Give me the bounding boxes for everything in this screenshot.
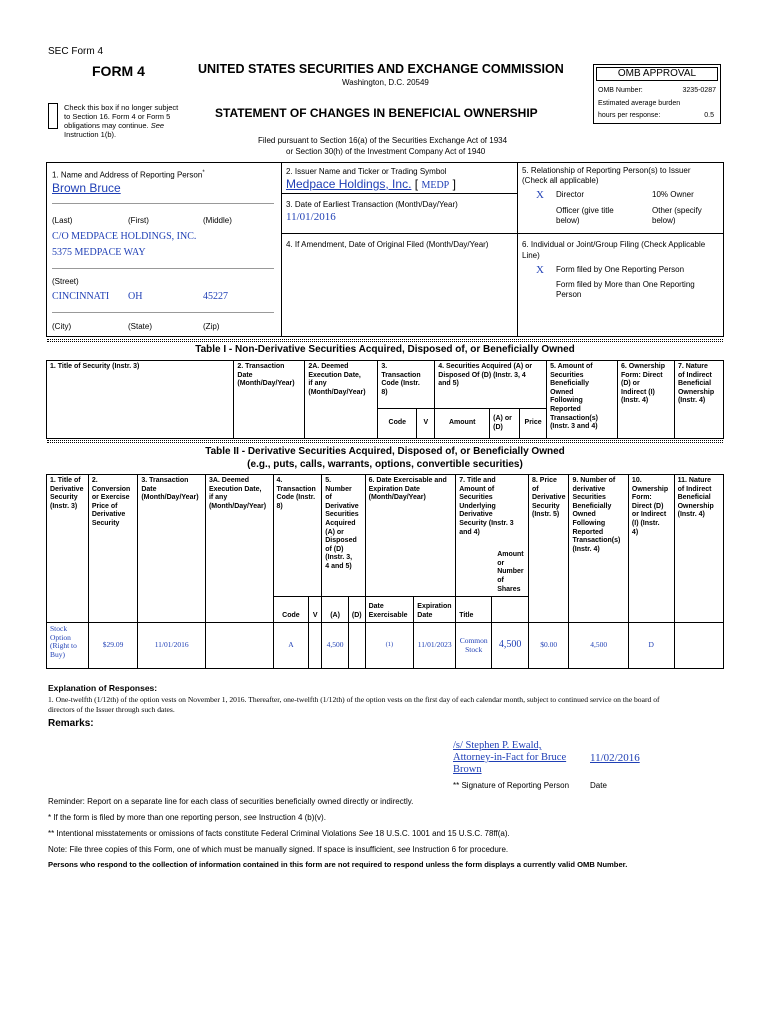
t2-h-conversion: 2. Conversion or Exercise Price of Derivative Security [88,475,138,623]
table2-title-2: (e.g., puts, calls, warrants, options, convertible securities) [247,459,523,470]
explanation-title: Explanation of Responses: [48,683,158,693]
state-value: OH [128,291,143,302]
earliest-transaction-date: 11/01/2016 [286,211,336,223]
explanation-line-1: 1. One-twelfth (1/12th) of the option vests on November 1, 2016. Thereafter, one-twelfth (1/12th) of the option vests on the first day of each calendar month, subject to continued service on the board of [48,695,660,704]
date-label: Date [590,781,607,790]
table1-nonderivative: 1. Title of Security (Instr. 3) 2. Transaction Date (Month/Day/Year) 2A. Deemed Execution Date, if any (Month/Day/Year) 3. Transaction Code (Instr. 8) 4. Securities Acquired (A) or Disposed Of (D) (Instr. 3, 4 and 5) 5. Amount of Securities Beneficially Owned Following Reported Transaction(s) (Instr. 3 and 4) 6. Ownership Form: Direct (D) or Indirect (I) (Instr. 4) 7. Nature of Indirect Beneficial Ownership (Instr. 4) Code V Amount (A) or (D) Price [46,360,724,439]
box2-label: 2. Issuer Name and Ticker or Trading Symbol [286,167,447,176]
filed-pursuant-2: or Section 30(h) of the Investment Company Act of 1940 [286,147,486,156]
t1-h-date: 2. Transaction Date (Month/Day/Year) [234,361,305,439]
footnote-1: * If the form is filed by more than one reporting person, see Instruction 4 (b)(v). [48,813,326,822]
statement-title: STATEMENT OF CHANGES IN BENEFICIAL OWNERSHIP [215,106,538,120]
t1-h-title: 1. Title of Security (Instr. 3) [47,361,234,439]
omb-approval-box: OMB APPROVAL OMB Number: 3235-0287 Estimated average burden hours per response: 0.5 [593,64,721,124]
t2-h-price: 8. Price of Derivative Security (Instr. 5) [529,475,569,623]
t2-h-owned: 9. Number of derivative Securities Beneficially Owned Following Reported Transaction(s) (Instr. 4) [569,475,628,623]
t2-h-title: 1. Title of Derivative Security (Instr. 3) [47,475,89,623]
explanation-line-2: directors of the Issuer through such dates. [48,705,175,714]
address-line-2: 5375 MEDPACE WAY [52,247,146,258]
ticker-value: MEDP [421,180,450,191]
table1-title: Table I - Non-Derivative Securities Acquired, Disposed of, or Beneficially Owned [195,344,575,355]
signature-link[interactable]: /s/ Stephen P. Ewald, Attorney-in-Fact for Bruce Brown [453,740,567,775]
checkbox-instructions: Check this box if no longer subject to Section 16. Form 4 or Form 5 obligations may continue. See Instruction 1(b). [64,103,179,139]
box4-label: 4. If Amendment, Date of Original Filed (Month/Day/Year) [286,240,489,249]
t2-h-underlying: 7. Title and Amount of Securities Underlying Derivative Security (Instr. 3 and 4) Amount or Number of Shares [456,475,529,597]
remarks-title: Remarks: [48,718,94,729]
box1-label: 1. Name and Address of Reporting Person* [52,170,205,180]
t2-h-number: 5. Number of Derivative Securities Acquired (A) or Disposed of (D) (Instr. 3, 4 and 5) [322,475,365,597]
commission-title: UNITED STATES SECURITIES AND EXCHANGE COMMISSION [198,62,564,76]
sec-form-label: SEC Form 4 [48,46,104,57]
box5-label-1: 5. Relationship of Reporting Person(s) to Issuer [522,166,691,175]
t2-h-nature: 11. Nature of Indirect Beneficial Ownership (Instr. 4) [674,475,723,623]
filed-pursuant-1: Filed pursuant to Section 16(a) of the Securities Exchange Act of 1934 [258,136,508,145]
washington-label: Washington, D.C. 20549 [342,78,429,87]
box5-label-2: (Check all applicable) [522,176,599,185]
reminder-note: Reminder: Report on a separate line for each class of securities beneficially owned directly or indirectly. [48,797,414,806]
box6-label-1: 6. Individual or Joint/Group Filing (Check Applicable [522,240,706,249]
zip-value: 45227 [203,291,228,302]
t2-h-deemed: 3A. Deemed Execution Date, if any (Month/Day/Year) [205,475,273,623]
t1-h-nature: 7. Nature of Indirect Beneficial Ownership (Instr. 4) [674,361,723,439]
table2-title-1: Table II - Derivative Securities Acquired, Disposed of, or Beneficially Owned [205,446,565,457]
no-longer-subject-checkbox[interactable] [48,103,58,129]
t1-h-deemed: 2A. Deemed Execution Date, if any (Month/Day/Year) [305,361,378,439]
table-row: Stock Option (Right to Buy) $29.09 11/01/2016 A 4,500 (1) 11/01/2023 Common Stock 4,500 $0.00 4,500 D [47,623,724,669]
t1-h-ownership: 6. Ownership Form: Direct (D) or Indirect (I) (Instr. 4) [618,361,675,439]
t2-h-exercisable: 6. Date Exercisable and Expiration Date (Month/Day/Year) [365,475,456,597]
issuer-field: Medpace Holdings, Inc. [ MEDP ] [286,177,456,191]
footnote-2: ** Intentional misstatements or omissions of facts constitute Federal Criminal Violations See 18 U.S.C. 1001 and 15 U.S.C. 78ff(a). [48,829,510,838]
reporting-person-link[interactable]: Brown Bruce [52,181,121,195]
form-title: FORM 4 [92,63,145,79]
omb-approval-title: OMB APPROVAL [596,67,718,81]
signature-label: ** Signature of Reporting Person [453,781,570,790]
signature-date[interactable]: 11/02/2016 [590,752,640,764]
sec-form-4-page: SEC Form 4 FORM 4 UNITED STATES SECURITIES AND EXCHANGE COMMISSION Washington, D.C. 20549 Check this box if no longer subject to Section 16. Form 4 or Form 5 obligations may continue. See Instruction 1(b). STATEMENT OF CHANGES IN BENEFICIAL OWNERSHIP Filed pursuant to Section 16(a) of the Securities Exchange Act of 1934 or Section 30(h) of the Investment Company Act of 1940 OMB APPROVAL OMB Number: 3235-0287 Estimated average burden hours per response: 0.5 1. Name and Address of Reporting Person* Brown Bruce (Last) (First) (Middle) C/O MEDPACE HOLDINGS, INC. 5375 MEDPACE WAY (Street) CINCINNATI OH 45227 (City) (State) (Zip) 2. Issuer Name and Ticker or Trading Symbol Medpace Holdings, Inc. [ MEDP ] 3. Date of Earliest Transaction (Month/Day/Year) 11/01/2016 4. If Amendment, Date of Original Filed (Month/Day/Year) 5. Relationship of Reporting Person(s) to Issuer (Check all applicable) X Director 10% Owner Officer (give title below) Other (specify below) 6. Individual or Joint/Group Filing (Check Applicable Line) X Form filed by One Reporting Person Form filed by More than One Reporting Person Table I - Non-Derivative Securities Acquired, Disposed of, or Beneficially Owned 1. Title of Security (Instr. 3) 2. Transaction Date (Month/Day/Year) 2A. Deemed Execution Date, if any (Month/Day/Year) 3. Transaction Code (Instr. 8) 4. Securities Acquired (A) or Disposed Of (D) (Instr. 3, 4 and 5) 5. Amount of Securities Beneficially Owned Following Reported Transaction(s) (Instr. 3 and 4) 6. Ownership Form: Direct (D) or Indirect (I) (Instr. 4) 7. Nature of Indirect Beneficial Ownership (Instr. 4) Code V Amount (A) or (D) Price Table II - Derivative Securities Acquired, Disposed of, or Beneficially Owned (e.g., puts, calls, warrants, options, convertible securities) 1. Title of Derivative Security (Instr. 3) 2. Conversion or Exercise Price of Derivative Security 3. Transaction Date (Month/Day/Year) 3A. Deemed Execution Date, if any (Month/Day/Year) 4. Transaction Code (Instr. 8) 5. Number of Derivative Securities Acquired (A) or Disposed of (D) (Instr. 3, 4 and 5) 6. Date Exercisable and Expiration Date (Month/Day/Year) 7. Title and Amount of Securities Underlying Derivative Security (Instr. 3 and 4) Amount or Number of Shares 8. Price of Derivative Security (Instr. 5) 9. Number of derivative Securities Beneficially Owned Following Reported Transaction(s) (Instr. 4) 10. Ownership Form: Direct (D) or Indirect (I) (Instr. 4) 11. Nature of Indirect Beneficial Ownership (Instr. 4) Code V (A) (D) Date Exercisable Expiration Date Title Stock Option (Right to Buy) $29.09 11/01/2016 A 4,500 (1) 11/01/2023 Common Stock 4,500 $0.00 4,500 D Explanation of Responses: 1. One-twelfth (1/12th) of the option vests on November 1, 2016. Thereafter, one-twelfth (1/12th) of the option vests on the first day of each calendar month, subject to continued service on the board of directors of the Issuer through such dates. Remarks: /s/ Stephen P. Ewald, Attorney-in-Fact for Bruce Brown 11/02/2016 ** Signature of Reporting Person Date Reminder: Report on a separate line for each class of securities beneficially owned directly or indirectly. * If the form is filed by more than one reporting person, see Instruction 4 (b)(v). ** Intentional misstatements or omissions of facts constitute Federal Criminal Violations See 18 U.S.C. 1001 and 15 U.S.C. 78ff(a). Note: File three copies of this Form, one of which must be manually signed. If space is insufficient, see Instruction 6 for procedure. Persons who respond to the collection of information contained in this form are not required to respond unless the form displays a currently valid OMB Number. [0,0,770,1024]
address-line-1: C/O MEDPACE HOLDINGS, INC. [52,231,197,242]
t2-h-date: 3. Transaction Date (Month/Day/Year) [138,475,206,623]
box3-label: 3. Date of Earliest Transaction (Month/Day/Year) [286,200,458,209]
footnote-3: Note: File three copies of this Form, one of which must be manually signed. If space is insufficient, see Instruction 6 for procedure. [48,845,509,854]
box6-label-2: Line) [522,251,540,260]
table2-derivative: 1. Title of Derivative Security (Instr. 3) 2. Conversion or Exercise Price of Derivative Security 3. Transaction Date (Month/Day/Year) 3A. Deemed Execution Date, if any (Month/Day/Year) 4. Transaction Code (Instr. 8) 5. Number of Derivative Securities Acquired (A) or Disposed of (D) (Instr. 3, 4 and 5) 6. Date Exercisable and Expiration Date (Month/Day/Year) 7. Title and Amount of Securities Underlying Derivative Security (Instr. 3 and 4) Amount or Number of Shares 8. Price of Derivative Security (Instr. 5) 9. Number of derivative Securities Beneficially Owned Following Reported Transaction(s) (Instr. 4) 10. Ownership Form: Direct (D) or Indirect (I) (Instr. 4) 11. Nature of Indirect Beneficial Ownership (Instr. 4) Code V (A) (D) Date Exercisable Expiration Date Title Stock Option (Right to Buy) $29.09 11/01/2016 A 4,500 (1) 11/01/2023 Common Stock 4,500 $0.00 4,500 D [46,474,724,669]
director-check: X [536,189,544,201]
t1-h-acquired: 4. Securities Acquired (A) or Disposed Of (D) (Instr. 3, 4 and 5) [435,361,547,409]
omb-disclaimer: Persons who respond to the collection of information contained in this form are not required to respond unless the form displays a currently valid OMB Number. [48,860,628,869]
t1-h-code: 3. Transaction Code (Instr. 8) [378,361,435,409]
t2-h-form: 10. Ownership Form: Direct (D) or Indirect (I) (Instr. 4) [628,475,674,623]
city-value: CINCINNATI [52,291,110,302]
t2-h-code: 4. Transaction Code (Instr. 8) [273,475,322,597]
one-person-check: X [536,264,544,276]
t1-h-amount: 5. Amount of Securities Beneficially Owned Following Reported Transaction(s) (Instr. 3 and 4) [547,361,618,439]
issuer-link[interactable]: Medpace Holdings, Inc. [286,177,412,191]
